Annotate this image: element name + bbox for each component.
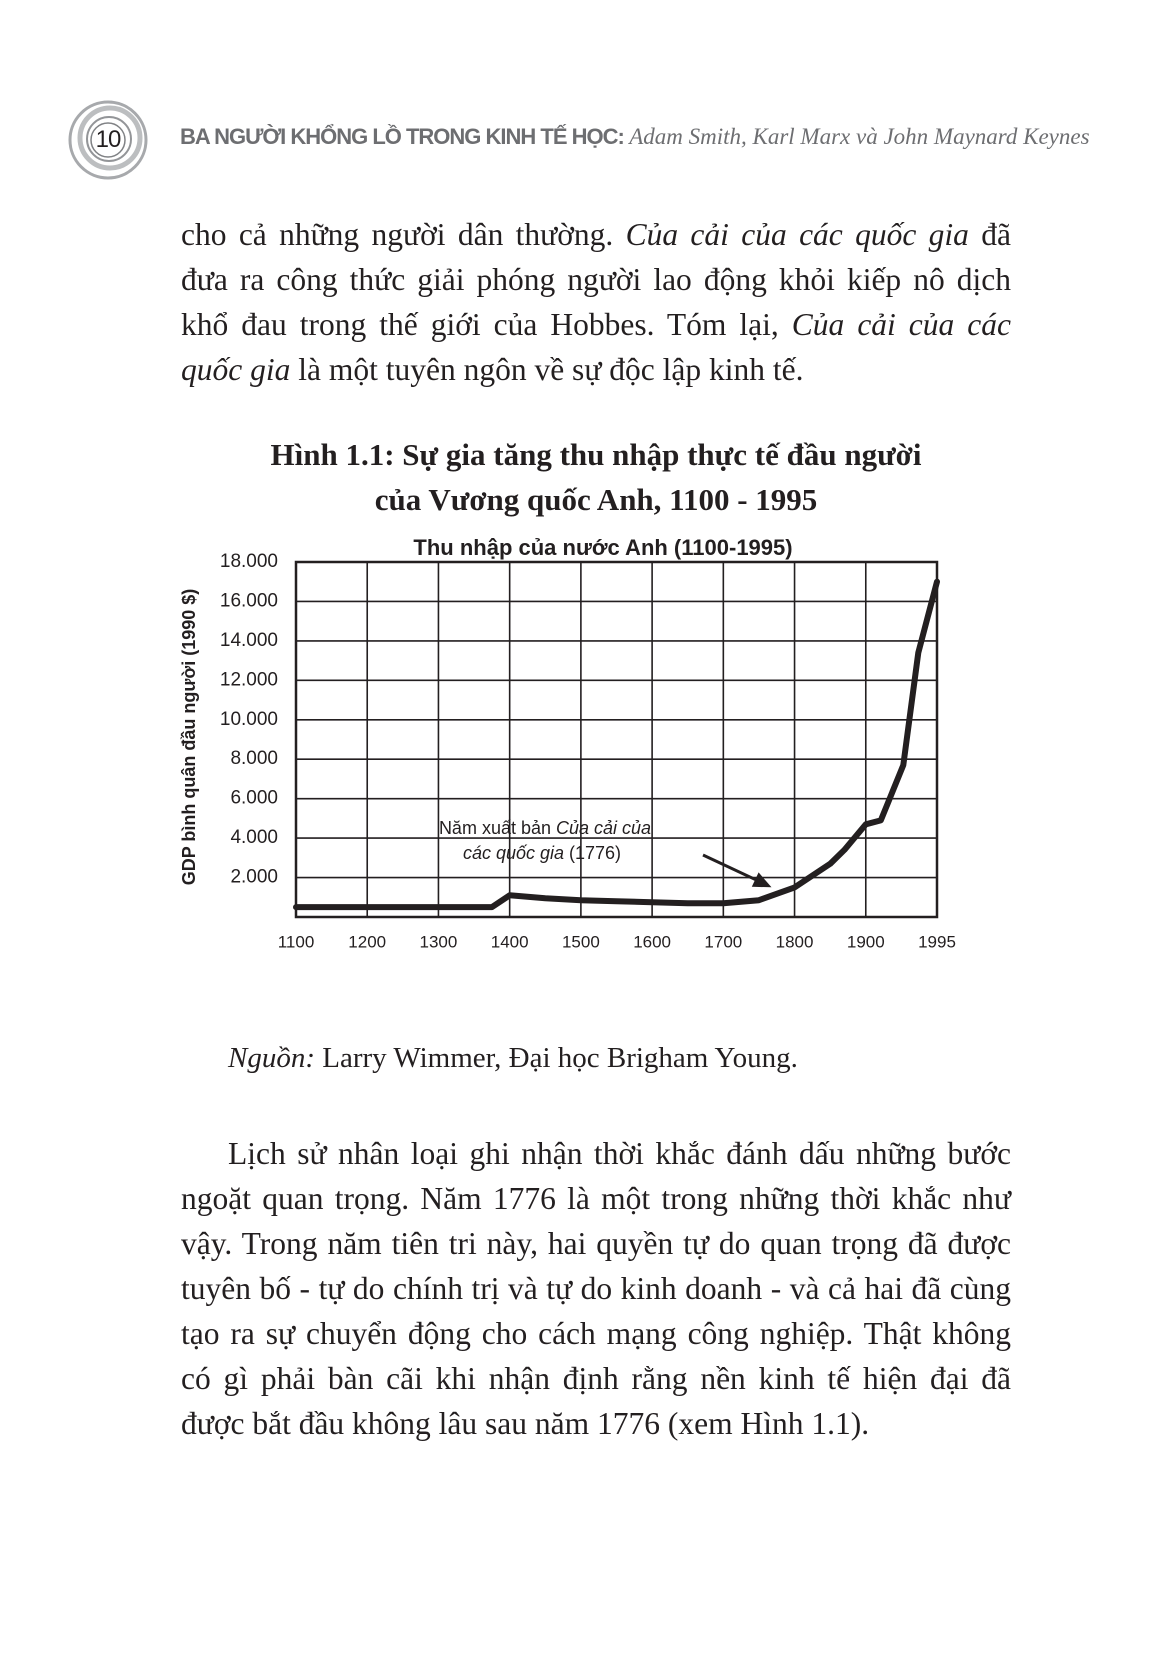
- x-tick-label: 1700: [704, 932, 743, 952]
- figure-caption-line-1: Hình 1.1: Sự gia tăng thu nhập thực tế đầu người: [270, 437, 922, 472]
- x-tick-label: 1995: [918, 932, 956, 952]
- y-tick-label: 10.000: [219, 708, 278, 730]
- source-note: [228, 1038, 1028, 1078]
- paragraph-bottom: Lịch sử nhân loại ghi nhận thời khắc đánh dấu những bước ngoặt quan trọng. Năm 1776 là một trong những thời khắc như vậy. Trong năm tiên tri này, hai quyền tự do quan trọng đã được tuyên bố - tự do chính trị và tự do kinh doanh - và cả hai đã cùng tạo ra sự chuyển động cho cách mạng công nghiệp. Thật không có gì phải bàn cãi khi nhận định rằng nền kinh tế hiện đại đã được bắt đầu không lâu sau năm 1776 (xem Hình 1.1).: [181, 1136, 1011, 1441]
- y-tick-label: 6.000: [230, 787, 278, 809]
- y-tick-label: 14.000: [219, 629, 278, 651]
- y-tick-label: 12.000: [219, 669, 278, 691]
- y-tick-label: 18.000: [219, 551, 278, 573]
- italic-title: Của cải của các quốc gia: [181, 307, 1012, 387]
- y-tick-label: 8.000: [230, 748, 278, 770]
- chart-canvas: [170, 535, 1030, 1010]
- page-header: [0, 0, 1167, 200]
- plot-frame: [296, 562, 937, 917]
- annotation-text: Năm xuất bản Của cải của: [438, 818, 652, 838]
- running-head: [180, 124, 1090, 150]
- x-tick-label: 1200: [348, 932, 387, 952]
- x-tick-label: 1100: [277, 932, 315, 952]
- paragraph-top: [181, 212, 1011, 392]
- chart-title: Thu nhập của nước Anh (1100-1995): [413, 535, 793, 560]
- text-run: cho cả những người dân thường.: [181, 217, 626, 252]
- figure-caption: [181, 432, 1011, 522]
- x-tick-label: 1800: [775, 932, 814, 952]
- italic-title: Của cải của các quốc gia: [625, 217, 969, 252]
- text-run: là một tuyên ngôn về sự độc lập kinh tế.: [290, 352, 804, 387]
- book-authors: Adam Smith, Karl Marx và John Maynard Keynes: [623, 124, 1090, 149]
- source-label: Nguồn:: [228, 1042, 315, 1074]
- x-tick-label: 1500: [561, 932, 600, 952]
- chart-grid: [296, 562, 937, 917]
- x-tick-label: 1300: [419, 932, 458, 952]
- chart-ticks: [220, 551, 956, 951]
- y-axis-label: GDP bình quân đầu người (1990 $): [178, 588, 199, 886]
- page-number-badge: [66, 98, 150, 182]
- annotation-text: các quốc gia (1776): [462, 843, 622, 863]
- source-text: Larry Wimmer, Đại học Brigham Young.: [315, 1042, 798, 1074]
- x-tick-label: 1600: [633, 932, 672, 952]
- y-tick-label: 4.000: [230, 827, 278, 849]
- figure-caption-line-2: của Vương quốc Anh, 1100 - 1995: [374, 482, 818, 517]
- book-title: BA NGƯỜI KHỔNG LỒ TRONG KINH TẾ HỌC:: [180, 124, 624, 149]
- y-tick-label: 2.000: [230, 866, 278, 888]
- x-tick-label: 1400: [490, 932, 529, 952]
- x-tick-label: 1900: [846, 932, 885, 952]
- income-chart: [170, 535, 1030, 1010]
- text-run: đã đưa ra công thức giải phóng người lao động khỏi kiếp nô dịch khổ đau trong thế giới của Hobbes. Tóm lại,: [181, 217, 1012, 342]
- y-tick-label: 16.000: [219, 590, 278, 612]
- page-number: 10: [95, 126, 121, 153]
